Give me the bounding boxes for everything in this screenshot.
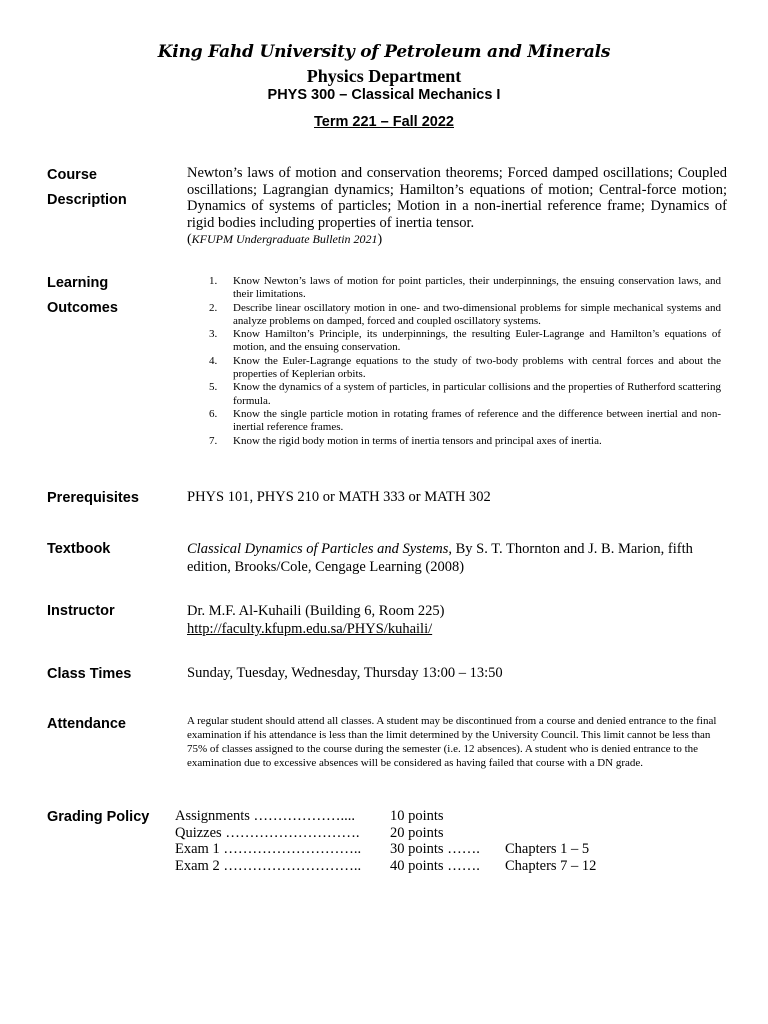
textbook-label: Textbook — [47, 541, 111, 557]
outcome-item — [205, 328, 721, 355]
course-description-label-line1: Course — [47, 167, 97, 183]
outcome-text: Know the rigid body motion in terms of inertia tensors and principal axes of inertia. — [233, 434, 602, 447]
department-name: Physics Department — [306, 66, 462, 86]
course-description-label-line2: Description — [47, 192, 127, 208]
prerequisites-text: PHYS 101, PHYS 210 or MATH 333 or MATH 302 — [187, 489, 491, 505]
learning-outcomes-list — [205, 275, 721, 448]
attendance-label: Attendance — [47, 716, 126, 732]
outcome-number: 6. — [209, 407, 218, 420]
outcome-text: Describe linear oscillatory motion in one- and two-dimensional problems for simple mechanical systems and analyze problems on damped, forced and coupled oscillatory systems. — [233, 301, 721, 327]
class-times-text: Sunday, Tuesday, Wednesday, Thursday 13:00 – 13:50 — [187, 665, 503, 681]
bulletin-open-paren: ( — [187, 232, 192, 248]
course-description-label — [47, 163, 127, 213]
class-times-label: Class Times — [47, 666, 132, 682]
outcome-item — [205, 435, 721, 448]
instructor-label: Instructor — [47, 603, 115, 619]
outcome-number: 3. — [209, 328, 218, 341]
university-name: King Fahd University of Petroleum and Minerals — [157, 42, 611, 62]
outcome-item — [205, 302, 721, 329]
outcome-text: Know the dynamics of a system of particles, in particular collisions and the properties of Rutherford scattering formula. — [233, 381, 721, 407]
instructor-name: Dr. M.F. Al-Kuhaili (Building 6, Room 225) — [187, 603, 445, 619]
learning-outcomes-label — [47, 271, 118, 321]
outcome-text: Know the single particle motion in rotating frames of reference and the difference between inertial and non-inertial reference frames. — [233, 407, 721, 434]
grading-item: Exam 1 ……………………….. — [175, 841, 362, 857]
outcome-number: 5. — [209, 381, 218, 394]
bulletin-name: KFUPM Undergraduate Bulletin 2021 — [191, 232, 378, 247]
term-text: Term 221 – Fall 2022 — [314, 114, 454, 130]
grading-chapters: Chapters 1 – 5 — [505, 841, 590, 857]
bulletin-close-paren: ) — [377, 232, 383, 248]
course-description — [187, 165, 727, 248]
instructor-homepage-link[interactable]: http://faculty.kfupm.edu.sa/PHYS/kuhaili/ — [187, 621, 433, 637]
course-title: PHYS 300 – Classical Mechanics I — [267, 87, 501, 103]
textbook-title: Classical Dynamics of Particles and Systems — [187, 541, 449, 557]
textbook-text — [187, 540, 727, 576]
grading-item: Assignments ……………….... — [175, 808, 356, 824]
learning-outcomes-label-line2: Outcomes — [47, 300, 118, 316]
grading-points: 10 points — [390, 808, 444, 824]
term-heading — [0, 114, 768, 130]
attendance-text: A regular student should attend all classes. A student may be discontinued from a course and denied entrance to the final examination if his attendance is less than the limit determined by the University Council. This limit cannot be less than 75% of classes assigned to the course during the semester (i.e. 12 absences). A student who is denied entrance to the examination due to excessive absences will be considered as having failed that course with a DN grade. — [187, 715, 717, 769]
grading-points: 40 points ……. — [390, 857, 480, 874]
outcome-text: Know Newton’s laws of motion for point particles, their underpinnings, the ensuing conservation laws, and their limitations. — [233, 275, 721, 301]
outcome-number: 1. — [209, 275, 218, 287]
grading-item: Exam 2 ……………………….. — [175, 857, 362, 874]
grading-points: 30 points ……. — [390, 841, 480, 857]
bulletin-reference — [187, 231, 727, 248]
instructor-info — [187, 602, 727, 638]
outcome-item — [205, 381, 721, 408]
learning-outcomes-label-line1: Learning — [47, 275, 109, 291]
outcome-number: 4. — [209, 354, 218, 367]
outcome-number: 2. — [209, 301, 218, 314]
grading-chapters: Chapters 7 – 12 — [505, 857, 597, 874]
outcome-number: 7. — [209, 434, 218, 447]
textbook-details: , By S. T. Thornton and J. B. Marion, fifth edition, Brooks/Cole, Cengage Learning (2008) — [187, 541, 693, 575]
course-description-text: Newton’s laws of motion and conservation theorems; Forced damped oscillations; Coupled oscillations; Lagrangian dynamics; Hamilton’s equations of motion; Central-force motion; Dynamics of systems of particles; Motion in a non-inertial reference frame; Dynamics of rigid bodies including properties of inertia tensor. — [187, 165, 727, 231]
grading-item: Quizzes ………………………. — [175, 824, 360, 841]
outcome-text: Know the Euler-Lagrange equations to the study of two-body problems with central forces and about the properties of Keplerian orbits. — [233, 354, 721, 381]
grading-points: 20 points — [390, 824, 444, 841]
outcome-text: Know Hamilton’s Principle, its underpinnings, the resulting Euler-Lagrange and Hamilton’s equations of motion, and the ensuing conservation. — [233, 328, 721, 354]
outcome-item — [205, 275, 721, 302]
prerequisites-label: Prerequisites — [47, 490, 139, 506]
grading-policy-label: Grading Policy — [47, 809, 150, 825]
outcome-item — [205, 408, 721, 435]
outcome-item — [205, 355, 721, 382]
